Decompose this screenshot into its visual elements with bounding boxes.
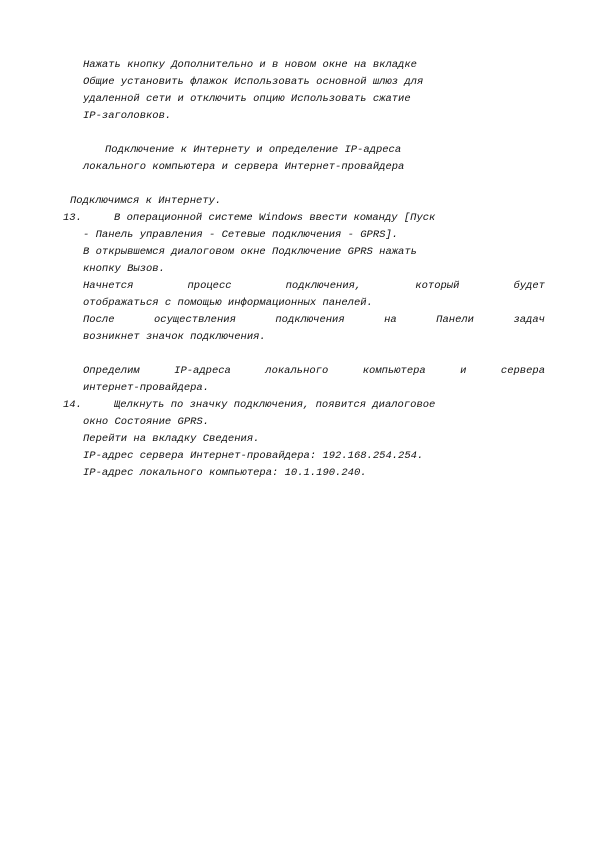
- step-13-line2: - Панель управления - Сетевые подключения - GPRS].: [83, 229, 399, 241]
- word: на: [384, 314, 397, 326]
- step-13-line6: отображаться с помощью информационных панелей.: [83, 297, 373, 309]
- word: будет: [513, 280, 545, 292]
- section-heading-line1: Подключение к Интернету и определение IP-адреса: [105, 144, 402, 156]
- word: локального: [265, 365, 329, 377]
- determine-line2: интернет-провайдера.: [83, 382, 210, 394]
- word: сервера: [500, 365, 545, 377]
- word: подключения,: [285, 280, 362, 292]
- step-13-line4: кнопку Вызов.: [83, 263, 165, 275]
- step-13-line1: В операционной системе Windows ввести команду [Пуск: [114, 212, 436, 224]
- section-heading-line2: локального компьютера и сервера Интернет-провайдера: [83, 161, 405, 173]
- step-14-line5: IP-адрес локального компьютера: 10.1.190.240.: [83, 467, 367, 479]
- para1-line3: удаленной сети и отключить опцию Использовать сжатие: [83, 93, 411, 105]
- word: и: [460, 365, 467, 377]
- step-13-line5: [83, 278, 545, 294]
- word: Панели: [436, 314, 474, 326]
- step-14-line2: окно Состояние GPRS.: [83, 416, 210, 428]
- para1-line1: Нажать кнопку Дополнительно и в новом окне на вкладке: [83, 59, 417, 71]
- step-14-line3: Перейти на вкладку Сведения.: [83, 433, 260, 445]
- word: компьютера: [362, 365, 426, 377]
- word: процесс: [187, 280, 232, 292]
- word: После: [83, 314, 115, 326]
- word: Начнется: [83, 280, 134, 292]
- step-14-line1: Щелкнуть по значку подключения, появится диалоговое: [114, 399, 436, 411]
- para1-line4: IP-заголовков.: [83, 110, 172, 122]
- step-13-line7: [83, 312, 545, 328]
- connect-label: Подключимся к Интернету.: [70, 195, 222, 207]
- para1-line2: Общие установить флажок Использовать основной шлюз для: [83, 76, 424, 88]
- word: который: [415, 280, 460, 292]
- word: Определим: [83, 365, 140, 377]
- word: IP-адреса: [174, 365, 231, 377]
- word: подключения: [275, 314, 345, 326]
- step-14-line4: IP-адрес сервера Интернет-провайдера: 192.168.254.254.: [83, 450, 424, 462]
- step-14-number: 14.: [63, 399, 82, 411]
- step-13-line3: В открывшемся диалоговом окне Подключение GPRS нажать: [83, 246, 417, 258]
- word: осуществления: [153, 314, 236, 326]
- determine-line1: [83, 363, 545, 379]
- step-13-line8: возникнет значок подключения.: [83, 331, 266, 343]
- word: задач: [513, 314, 545, 326]
- step-13-number: 13.: [63, 212, 82, 224]
